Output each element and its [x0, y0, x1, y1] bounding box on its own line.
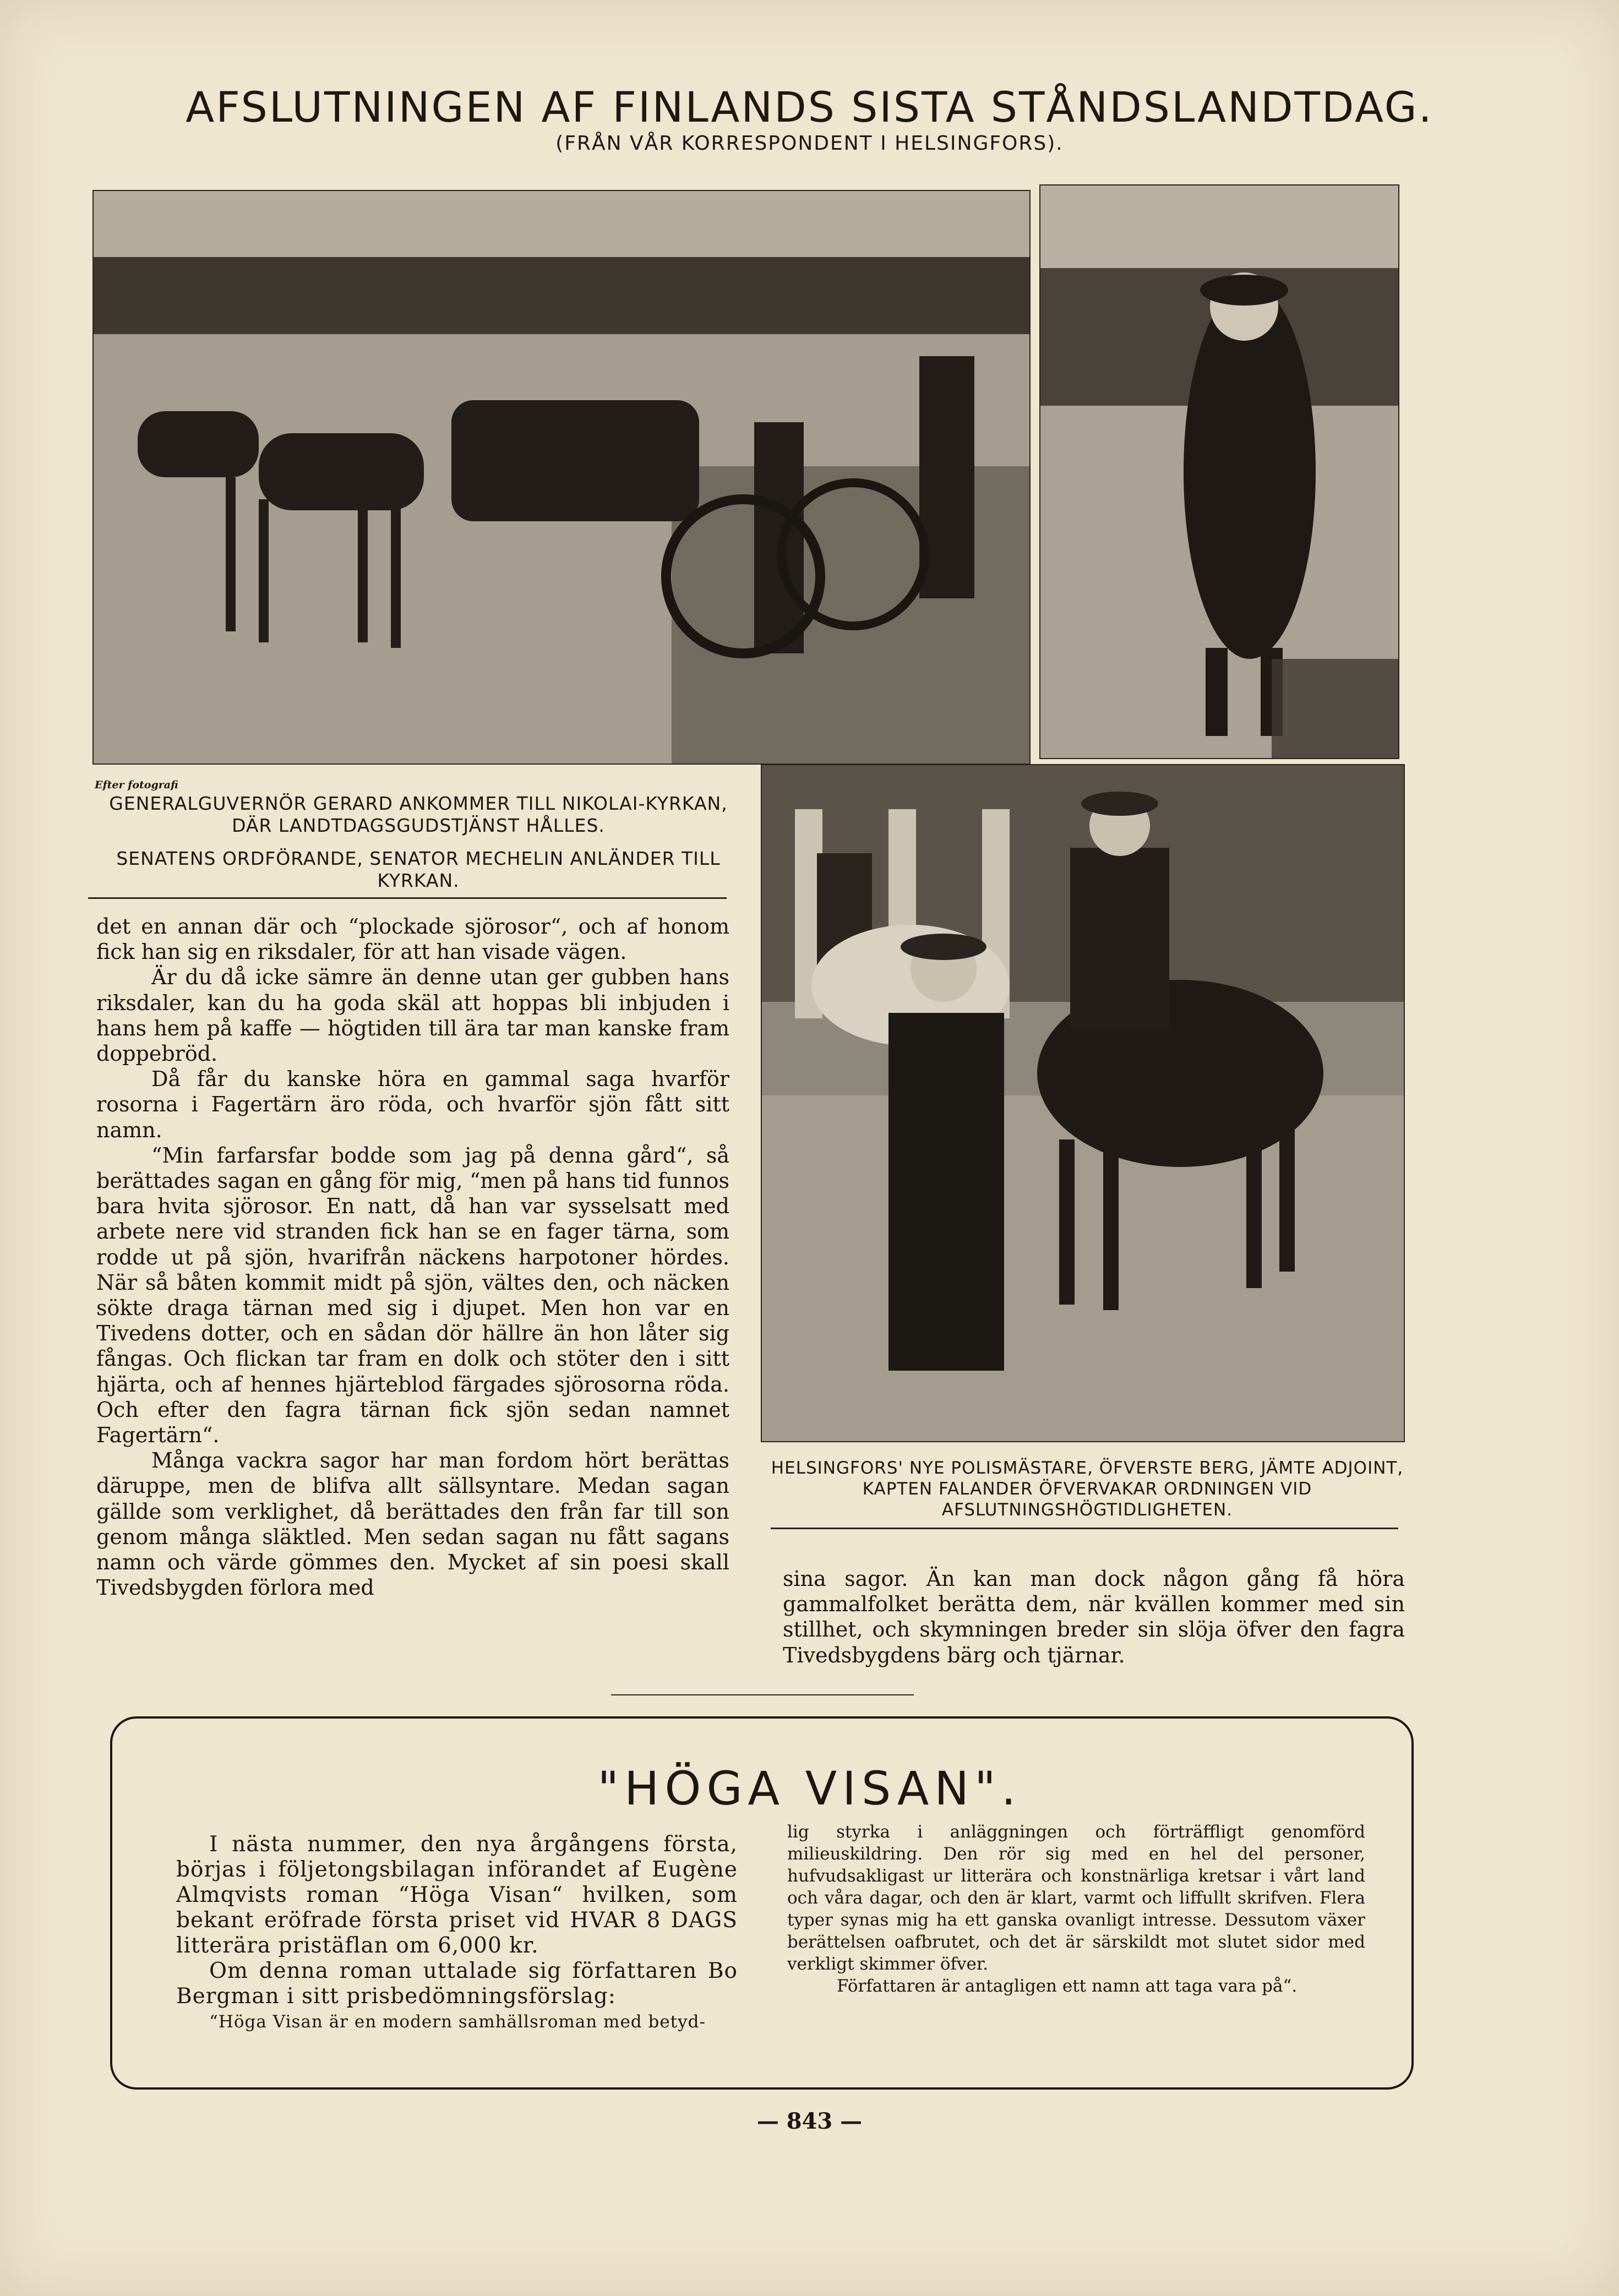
caption-right-divider	[771, 1528, 1398, 1529]
photo-carriage-arrival	[92, 190, 1031, 765]
article-right-column	[783, 1566, 1405, 1668]
photo-senator-mechelin	[1039, 184, 1399, 759]
announcement-right-column	[787, 1821, 1365, 1997]
page-number: — 843 —	[756, 2108, 863, 2134]
photo-senator-illustration	[1040, 186, 1398, 758]
announcement-title: "HÖGA VISAN".	[597, 1761, 1022, 1815]
article-paragraph: “Min farfarsfar bodde som jag på denna gård“, så berättades sagan en gång för mig, “men på hans tid funnos bara hvita sjörosor. En natt, då han var sysselsatt med arbete nere vid stranden fick han se en fager tärna, som rodde ut på sjön, hvarifrån näckens harpotoner hördes. När så båten kommit midt på sjön, vältes den, och näcken sökte draga tärnan med sig i djupet. Men hon var en Tivedens dotter, och en sådan dör hällre än hon låter sig fångas. Och flickan tar fram en dolk och stöter den i sitt hjärta, och af hennes hjärteblod färgades sjörosorna röda. Och efter den fagra tärnan fick sjön sedan namnet Fagertärn“.	[96, 1143, 729, 1448]
photo-carriage-illustration	[94, 191, 1029, 763]
page-subtitle: (FRÅN VÅR KORRESPONDENT I HELSINGFORS).	[555, 132, 1064, 155]
photo-police-master	[761, 764, 1405, 1442]
article-paragraph: Då får du kanske höra en gammal saga hvarför rosorna i Fagertärn äro röda, och hvarför sjön fått sitt namn.	[96, 1067, 729, 1142]
caption-generalguvernor: GENERALGUVERNÖR GERARD ANKOMMER TILL NIKOLAI-KYRKAN, DÄR LANDTDAGSGUDSTJÄNST HÅLLES.	[109, 793, 728, 836]
photo-police-illustration	[762, 765, 1404, 1441]
photo-credit: Efter fotografi	[95, 779, 178, 791]
announcement-paragraph: Om denna roman uttalade sig författaren Bo Bergman i sitt prisbedömningsförslag:	[176, 1959, 738, 2009]
article-paragraph: Många vackra sagor har man fordom hört berättas däruppe, men de blifva allt sällsyntare. Medan sagan gällde som verklighet, då berättades den från far till son genom många släktled. Men sedan sagan nu fått sagans namn och värde gömmes den. Mycket af sin poesi skall Tivedsbygden förlora med	[96, 1448, 729, 1600]
article-left-column	[96, 914, 729, 1600]
article-paragraph: sina sagor. Än kan man dock någon gång få höra gammalfolket berätta dem, när kvällen kommer med sin stillhet, och skymningen breder sin slöja öfver den fagra Tivedsbygdens bärg och tjärnar.	[783, 1567, 1405, 1667]
page-title: AFSLUTNINGEN AF FINLANDS SISTA STÅNDSLANDTDAG.	[186, 83, 1433, 132]
announcement-left-column	[176, 1832, 738, 2035]
announcement-paragraph: I nästa nummer, den nya årgångens första, börjas i följetongsbilagan införandet af Eugène Almqvists roman “Höga Visan“ hvilken, som bekant eröfrade första priset vid HVAR 8 DAGS litterära pristäflan om 6,000 kr.	[176, 1832, 738, 1958]
article-end-rule	[611, 1694, 914, 1695]
announcement-paragraph: Författaren är antagligen ett namn att taga vara på“.	[837, 1976, 1298, 1996]
article-paragraph: Är du då icke sämre än denne utan ger gubben hans riksdaler, kan du ha goda skäl att hoppas bli inbjuden i hans hem på kaffe — högtiden till ära tar man kanske fram doppebröd.	[96, 965, 729, 1066]
announcement-paragraph: lig styrka i anläggningen och förträffligt genomförd milieuskildring. Den rör sig med en hel del personer, hufvudsakligast ur litterära och konstnärliga kretsar i vårt land och våra dagar, och den är klart, varmt och liffullt skrifven. Flera typer synas mig ha ett ganska ovanligt intresse. Dessutom växer berättelsen oafbrutet, och det är särskildt mot slutet sidor med verkligt skimmer öfver.	[787, 1822, 1365, 1974]
caption-senator: SENATENS ORDFÖRANDE, SENATOR MECHELIN ANLÄNDER TILL KYRKAN.	[116, 848, 721, 891]
caption-divider	[88, 897, 727, 899]
announcement-quote: “Höga Visan är en modern samhällsroman med betyd-	[209, 2012, 706, 2032]
article-paragraph: det en annan där och “plockade sjörosor“, och af honom fick han sig en riksdaler, för att han visade vägen.	[96, 914, 729, 964]
caption-police-master: HELSINGFORS' NYE POLISMÄSTARE, ÖFVERSTE BERG, JÄMTE ADJOINT, KAPTEN FALANDER ÖFVERVAKAR ORDNINGEN VID AFSLUTNINGSHÖGTIDLIGHETEN.	[771, 1458, 1404, 1520]
